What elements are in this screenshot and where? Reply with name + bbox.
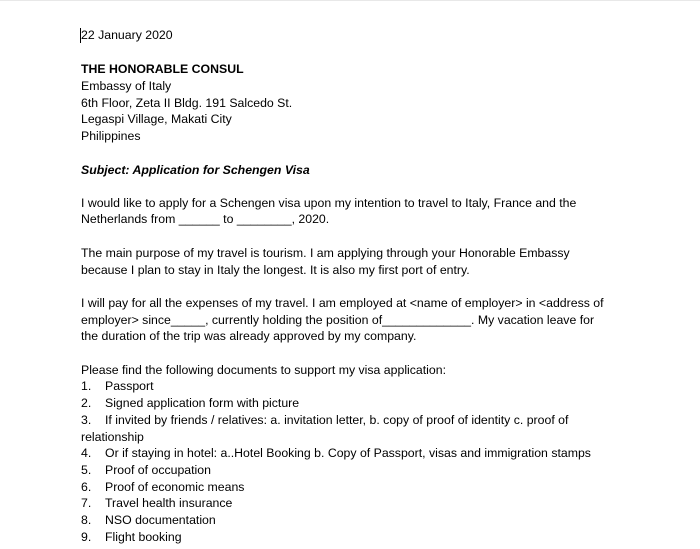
recipient-address-1[interactable]: 6th Floor, Zeta II Bldg. 191 Salcedo St. (81, 96, 293, 110)
list-item[interactable] (81, 513, 216, 528)
list-item-number: 9. (81, 530, 92, 544)
para2-line-1[interactable]: The main purpose of my travel is tourism. I am applying through your Honorable Embassy (81, 246, 570, 260)
list-item-number: 8. (81, 513, 92, 527)
list-item-number: 6. (81, 480, 92, 494)
list-item-number: 2. (81, 396, 92, 410)
list-item[interactable] (81, 480, 244, 495)
list-item-text: Proof of occupation (105, 463, 211, 477)
list-item-number: 4. (81, 446, 92, 460)
letter-date[interactable]: 22 January 2020 (81, 28, 173, 42)
para3-line-1[interactable]: I will pay for all the expenses of my travel. I am employed at <name of employer> in <address of (81, 296, 604, 310)
page-top-border (0, 0, 700, 1)
list-item-text: NSO documentation (105, 513, 216, 527)
list-item-text: Flight booking (105, 530, 182, 544)
para2-line-2[interactable]: because I plan to stay in Italy the longest. It is also my first port of entry. (81, 263, 470, 277)
list-item-text: Travel health insurance (105, 496, 233, 510)
recipient-country[interactable]: Philippines (81, 129, 141, 143)
list-item-text: Passport (105, 379, 154, 393)
para3-line-2[interactable]: employer> since_____, currently holding the position of_____________. My vacation leave for (81, 313, 595, 327)
para1-line-1[interactable]: I would like to apply for a Schengen visa upon my intention to travel to Italy, France and the (81, 196, 577, 210)
list-item-text: Proof of economic means (105, 480, 245, 494)
para3-line-3[interactable]: the duration of the trip was already approved by my company. (81, 329, 417, 343)
list-item[interactable] (81, 396, 299, 411)
list-item-number: 1. (81, 379, 92, 393)
list-item-text: relationship (81, 430, 144, 444)
list-item[interactable] (81, 463, 211, 478)
recipient-org[interactable]: Embassy of Italy (81, 79, 172, 93)
list-item[interactable] (81, 530, 182, 545)
list-item-continuation[interactable] (81, 430, 144, 445)
recipient-title[interactable]: THE HONORABLE CONSUL (81, 62, 244, 76)
list-item-text: If invited by friends / relatives: a. invitation letter, b. copy of proof of identity c. proof of (105, 413, 569, 427)
subject-line[interactable]: Subject: Application for Schengen Visa (81, 163, 310, 177)
list-item-text: Signed application form with picture (105, 396, 300, 410)
documents-intro[interactable]: Please find the following documents to support my visa application: (81, 363, 447, 377)
list-item-number: 7. (81, 496, 92, 510)
para1-line-2[interactable]: Netherlands from ______ to ________, 2020. (81, 212, 330, 226)
list-item[interactable] (81, 379, 154, 394)
recipient-address-2[interactable]: Legaspi Village, Makati City (81, 112, 232, 126)
list-item[interactable] (81, 496, 232, 511)
list-item[interactable] (81, 413, 568, 428)
list-item-text: Or if staying in hotel: a..Hotel Booking b. Copy of Passport, visas and immigration stamps (105, 446, 591, 460)
list-item[interactable] (81, 446, 591, 461)
list-item-number: 3. (81, 413, 92, 427)
list-item-number: 5. (81, 463, 92, 477)
